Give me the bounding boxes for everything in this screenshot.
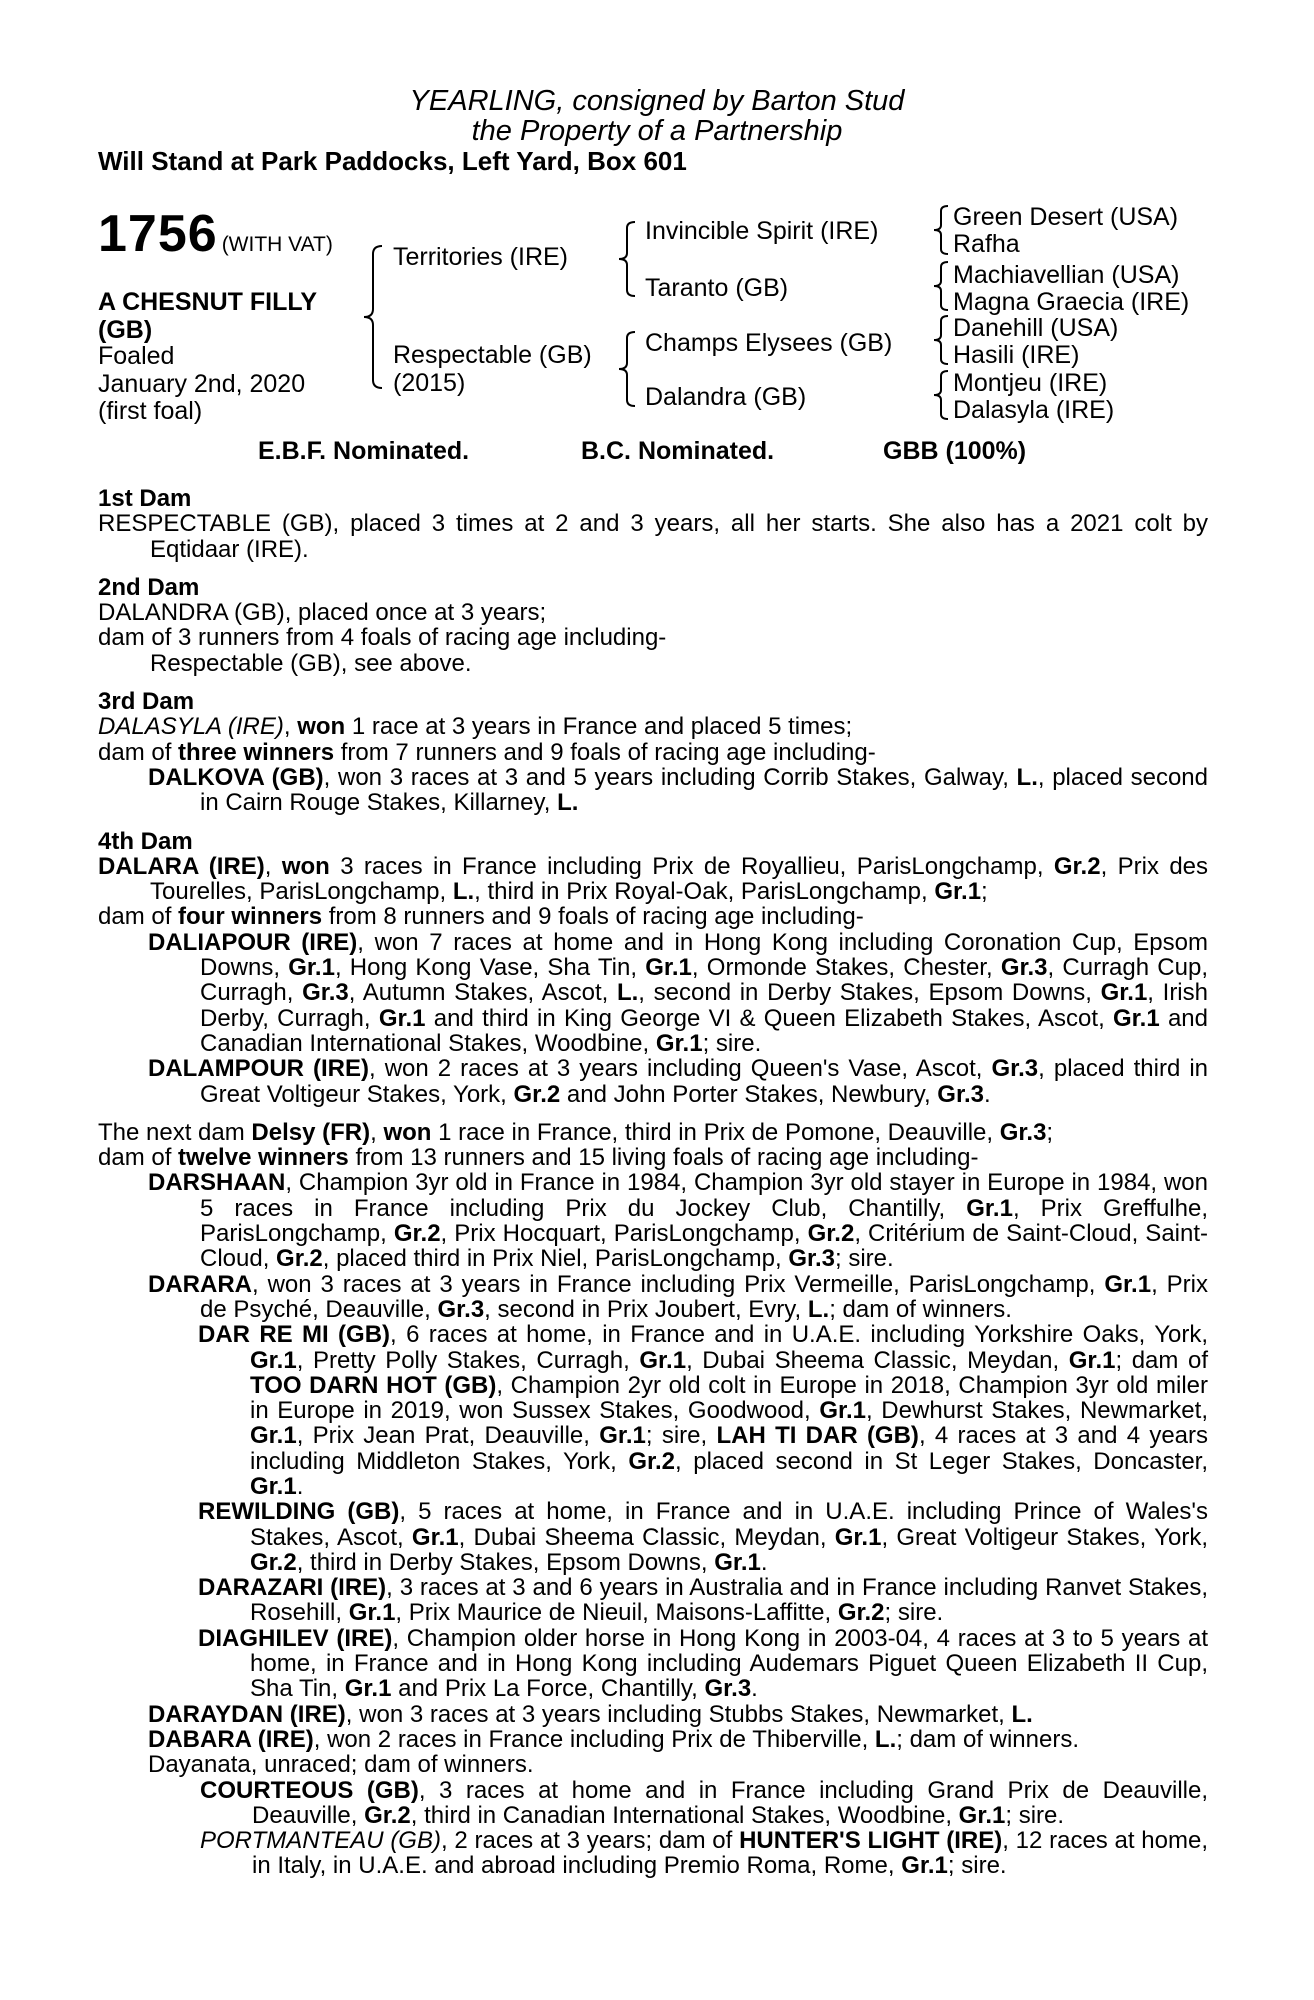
group-badge: Gr.3: [302, 979, 349, 1007]
group-badge: Gr.1: [250, 1346, 297, 1374]
race-record: and third in King George VI & Queen Elizabeth Stakes, Ascot,: [425, 1004, 1113, 1032]
pedigree-dds: Montjeu (IRE): [953, 369, 1108, 397]
race-record: , 4 races at 3 and 4 years including Middleton Stakes, York,: [250, 1422, 1209, 1475]
progeny-dayanata: Dayanata, unraced; dam of winners.: [148, 1751, 534, 1779]
race-record: 1 race in France, third in Prix de Pomone, Deauville,: [431, 1118, 1000, 1146]
next-dam-produce: [98, 1145, 1208, 1170]
header-venue: Will Stand at Park Paddocks, Left Yard, Box 601: [98, 146, 687, 176]
race-record: , placed third in Prix Niel, ParisLongchamp,: [322, 1245, 789, 1273]
group-badge: Gr.1: [1113, 1004, 1160, 1032]
race-record: , Dubai Sheema Classic, Meydan,: [686, 1346, 1069, 1374]
race-record: , 2 races at 3 years; dam of: [440, 1827, 740, 1855]
listed-badge: L.: [874, 1725, 897, 1753]
progeny-dabara: [98, 1727, 1208, 1752]
race-record: , third in Derby Stakes, Epsom Downs,: [296, 1548, 715, 1576]
race-record: , won 2 races at 3 years including Queen's Vase, Ascot,: [369, 1055, 992, 1083]
horse-name: COURTEOUS (GB): [200, 1776, 419, 1804]
race-record: ; dam of winners.: [896, 1725, 1079, 1753]
progeny-darara: [98, 1272, 1208, 1323]
pedigree-sds: Machiavellian (USA): [953, 261, 1180, 289]
horse-name: REWILDING (GB): [198, 1498, 400, 1526]
pedigree-brace-ss: [930, 204, 952, 256]
race-record: , third in Canadian International Stakes, Woodbine,: [410, 1801, 959, 1829]
group-badge: Gr.2: [807, 1220, 855, 1248]
group-badge: Gr.2: [393, 1220, 441, 1248]
next-dam-intro: The next dam: [98, 1118, 252, 1146]
race-record: ; sire,: [645, 1422, 717, 1450]
group-badge: Gr.1: [645, 954, 692, 982]
group-badge: Gr.2: [837, 1599, 885, 1627]
race-record: .: [296, 1472, 304, 1500]
group-badge: Gr.3: [704, 1675, 752, 1703]
race-record: and Canadian International Stakes, Woodbine,: [200, 1004, 1209, 1057]
race-record: .: [984, 1080, 991, 1108]
race-record: ; sire.: [835, 1245, 894, 1273]
progeny-courteous: [98, 1778, 1208, 1829]
horse-name: DALKOVA (GB): [148, 763, 324, 791]
pedigree-dam-sire: Champs Elysees (GB): [645, 329, 893, 357]
race-record: and John Porter Stakes, Newbury,: [560, 1080, 938, 1108]
group-badge: Gr.2: [250, 1548, 297, 1576]
race-record: , Hong Kong Vase, Sha Tin,: [334, 954, 646, 982]
third-dam-heading: 3rd Dam: [98, 688, 195, 716]
race-record: ; sire.: [947, 1852, 1007, 1880]
pedigree-dam-dam: Dalandra (GB): [645, 383, 807, 411]
group-badge: Gr.3: [437, 1295, 485, 1323]
horse-name: DALAMPOUR (IRE): [148, 1055, 370, 1083]
third-dam-line1: DALASYLA (IRE), won 1 race at 3 years in France and placed 5 times;: [98, 713, 853, 741]
group-badge: Gr.1: [599, 1422, 646, 1450]
race-record: , Prix des Tourelles, ParisLongchamp,: [150, 852, 1209, 906]
fourth-dam-produce: [98, 904, 1208, 929]
race-record: , 3 races at home and in France including Grand Prix de Deauville, Deauville,: [252, 1776, 1208, 1829]
pedigree-dam-year: (2015): [393, 369, 466, 397]
race-record: , won 7 races at home and in Hong Kong including Coronation Cup, Epsom Downs,: [200, 928, 1208, 982]
fourth-dam-record: DALARA (IRE), won 3 races in France including Prix de Royallieu, ParisLongchamp, Gr.2, Prix des Tourelles, ParisLongchamp, L., third in Prix Royal-Oak, ParisLongchamp, Gr.1;: [98, 852, 1209, 906]
race-record: , 5 races at home, in France and in U.A.E. including Prince of Wales's Stakes, Ascot,: [250, 1498, 1208, 1551]
race-record: , won 3 races at 3 and 5 years including Corrib Stakes, Galway,: [323, 763, 1017, 791]
race-record: , 6 races at home, in France and in U.A.E. including Yorkshire Oaks, York,: [390, 1321, 1209, 1349]
winners-count: four winners: [178, 903, 323, 931]
race-record: , placed second in Cairn Rouge Stakes, Killarney,: [200, 763, 1208, 817]
race-record: , Dubai Sheema Classic, Meydan,: [458, 1523, 835, 1551]
race-record: ;: [1046, 1118, 1054, 1146]
lot-number-block: [98, 204, 333, 264]
group-badge: Gr.3: [999, 1118, 1047, 1146]
progeny-daraydan: [98, 1702, 1208, 1727]
listed-badge: L.: [807, 1295, 830, 1323]
race-record: , won 2 races in France including Prix de Thiberville,: [313, 1725, 875, 1753]
third-dam-dam-of: dam of: [98, 738, 179, 766]
progeny-dalampour: [98, 1056, 1208, 1107]
horse-name: DARAYDAN (IRE): [148, 1700, 346, 1728]
progeny-dalkova: [98, 765, 1208, 816]
pedigree-sire: Territories (IRE): [393, 243, 569, 271]
group-badge: Gr.1: [958, 1801, 1006, 1829]
header-consignor: YEARLING, consigned by Barton Stud: [409, 85, 905, 117]
ebf-nomination: E.B.F. Nominated.: [258, 437, 470, 465]
race-record: , Prix de Psyché, Deauville,: [200, 1270, 1209, 1323]
group-badge: Gr.1: [1068, 1346, 1116, 1374]
group-badge: Gr.1: [250, 1472, 297, 1500]
pedigree-dsd: Hasili (IRE): [953, 341, 1080, 369]
race-record: 3 races in France including Prix de Royallieu, ParisLongchamp,: [329, 852, 1054, 880]
group-badge: Gr.1: [378, 1004, 426, 1032]
second-dam-line2: dam of 3 runners from 4 foals of racing age including-: [98, 624, 667, 652]
pedigree-brace-sd: [930, 260, 952, 312]
horse-name: DIAGHILEV (IRE): [198, 1624, 393, 1652]
race-record: , Irish Derby, Curragh,: [200, 979, 1208, 1032]
first-dam-heading: 1st Dam: [98, 485, 192, 512]
race-record: , placed second in St Leger Stakes, Doncaster,: [675, 1447, 1208, 1475]
first-dam-text: RESPECTABLE (GB), placed 3 times at 2 and 3 years, all her starts. She also has a 2021 colt by Eqtidaar (IRE).: [98, 510, 1208, 563]
third-dam-winners: three winners: [178, 738, 335, 766]
second-dam-heading: 2nd Dam: [98, 573, 200, 601]
pedigree-sdd: Magna Graecia (IRE): [953, 288, 1190, 316]
pedigree-dam: Respectable (GB): [393, 341, 592, 369]
listed-badge: L.: [1016, 763, 1038, 791]
race-record: , Prix Greffulhe, ParisLongchamp,: [200, 1194, 1208, 1248]
group-badge: Gr.2: [628, 1447, 676, 1475]
group-badge: Gr.1: [934, 878, 982, 906]
horse-name: DARARA: [148, 1270, 252, 1298]
dam-of: dam of: [98, 1144, 179, 1172]
progeny-dar-re-mi: [98, 1322, 1208, 1499]
horse-name: HUNTER'S LIGHT (IRE): [739, 1827, 1003, 1855]
progeny-rewilding: [98, 1499, 1208, 1575]
group-badge: Gr.1: [1100, 979, 1148, 1007]
pedigree-ssd: Rafha: [953, 230, 1020, 258]
race-record: , Champion 2yr old colt in Europe in 2018, Champion 3yr old miler in Europe in 2019, won Sussex Stakes, Goodwood,: [250, 1371, 1208, 1425]
group-badge: Gr.1: [348, 1599, 396, 1627]
group-badge: Gr.3: [788, 1245, 836, 1273]
third-dam-record: 1 race at 3 years in France and placed 5 times;: [345, 713, 853, 741]
race-record: , Dewhurst Stakes, Newmarket,: [866, 1397, 1208, 1425]
progeny-daliapour: [98, 930, 1208, 1056]
race-record: .: [760, 1548, 768, 1576]
race-record: , won 3 races at 3 years including Stubbs Stakes, Newmarket,: [345, 1700, 1012, 1728]
race-record: , Ormonde Stakes, Chester,: [691, 954, 1001, 982]
lot-number: 1756: [98, 205, 218, 263]
won-label: won: [281, 852, 330, 880]
group-badge: Gr.2: [513, 1080, 561, 1108]
group-badge: Gr.1: [344, 1675, 392, 1703]
race-record: and Prix La Force, Chantilly,: [391, 1675, 705, 1703]
pedigree-sire-sire: Invincible Spirit (IRE): [645, 217, 879, 245]
horse-name: DARAZARI (IRE): [198, 1574, 387, 1602]
race-record: , 12 races at home, in Italy, in U.A.E. and abroad including Premio Roma, Rome,: [252, 1827, 1208, 1880]
race-record: ; sire.: [702, 1029, 762, 1057]
race-record: , Champion 3yr old in France in 1984, Champion 3yr old stayer in Europe in 1984, won 5 races in France including Prix du Jockey Club, Chantilly,: [200, 1169, 1208, 1222]
horse-name: PORTMANTEAU (GB): [200, 1827, 441, 1855]
race-record: , Prix Hocquart, ParisLongchamp,: [440, 1220, 808, 1248]
runners-count: from 13 runners and 15 living foals of racing age including-: [348, 1144, 979, 1172]
dam-of: dam of: [98, 903, 179, 931]
won-label: won: [383, 1118, 432, 1146]
race-record: , second in Prix Joubert, Evry,: [484, 1295, 808, 1323]
race-record: , Great Voltigeur Stakes, York,: [881, 1523, 1208, 1551]
pedigree-brace-dam: [615, 330, 639, 408]
horse-name: DALARA (IRE): [98, 852, 265, 880]
race-record: , Champion older horse in Hong Kong in 2003-04, 4 races at 3 to 5 years at home, in France and in Hong Kong including Audemars Piguet Queen Elizabeth II Cup, Sha Tin,: [250, 1624, 1208, 1703]
race-record: , third in Prix Royal-Oak, ParisLongchamp,: [474, 878, 935, 906]
race-record: ; dam of: [1115, 1346, 1208, 1374]
race-record: , Curragh Cup, Curragh,: [200, 954, 1208, 1007]
group-badge: Gr.2: [276, 1245, 323, 1273]
horse-name: DALIAPOUR (IRE): [148, 928, 358, 956]
race-record: , Autumn Stakes, Ascot,: [348, 979, 617, 1007]
group-badge: Gr.1: [411, 1523, 459, 1551]
group-badge: Gr.3: [1000, 954, 1048, 982]
progeny-diaghilev: [98, 1626, 1208, 1702]
catalogue-body: [98, 486, 1208, 1879]
group-badge: Gr.3: [937, 1080, 984, 1108]
race-record: , Pretty Polly Stakes, Curragh,: [296, 1346, 640, 1374]
group-badge: Gr.2: [364, 1801, 411, 1829]
runners-count: from 8 runners and 9 foals of racing age including-: [322, 903, 864, 931]
third-dam-line2: [98, 740, 1208, 765]
pedigree-brace-dd: [930, 369, 952, 421]
separator: ,: [370, 1118, 384, 1146]
foaled-date: January 2nd, 2020: [98, 370, 306, 398]
race-record: .: [751, 1675, 758, 1703]
horse-name: Delsy (FR): [251, 1118, 371, 1146]
pedigree-brace-gen1: [360, 244, 386, 390]
fourth-dam-heading: 4th Dam: [98, 827, 193, 855]
race-record: , Critérium de Saint-Cloud, Saint-Cloud,: [200, 1220, 1209, 1273]
progeny-darazari: [98, 1575, 1208, 1626]
group-badge: Gr.1: [714, 1548, 761, 1576]
horse-name: DABARA (IRE): [148, 1725, 314, 1753]
listed-badge: L.: [452, 878, 475, 906]
progeny-portmanteau: [98, 1828, 1208, 1879]
group-badge: Gr.1: [655, 1029, 703, 1057]
pedigree-brace-sire: [615, 220, 639, 298]
race-record: , won 3 races at 3 years in France including Prix Vermeille, ParisLongchamp,: [252, 1270, 1105, 1298]
next-dam-record: [98, 1120, 1208, 1145]
third-dam-won: won: [297, 713, 346, 741]
group-badge: Gr.1: [966, 1194, 1013, 1222]
lot-description-country: (GB): [98, 316, 153, 344]
second-dam-line3: Respectable (GB), see above.: [150, 649, 472, 677]
race-record: ; sire.: [884, 1599, 944, 1627]
header-property: the Property of a Partnership: [471, 115, 843, 147]
listed-badge: L.: [616, 979, 639, 1007]
horse-name: TOO DARN HOT (GB): [250, 1371, 497, 1399]
race-record: ; dam of winners.: [829, 1295, 1012, 1323]
listed-badge: L.: [1011, 1700, 1033, 1728]
race-record: , 3 races at 3 and 6 years in Australia and in France including Ranvet Stakes, Rosehill,: [250, 1574, 1208, 1627]
progeny-darshaan: [98, 1170, 1208, 1271]
winners-count: twelve winners: [178, 1144, 349, 1172]
pedigree-dss: Danehill (USA): [953, 314, 1119, 342]
horse-name: DARSHAAN: [148, 1169, 286, 1197]
lot-description: A CHESNUT FILLY: [98, 288, 317, 316]
pedigree-sss: Green Desert (USA): [953, 203, 1179, 231]
group-badge: Gr.3: [991, 1055, 1039, 1083]
race-record: , second in Derby Stakes, Epsom Downs,: [638, 979, 1101, 1007]
foaled-label: Foaled: [98, 342, 175, 370]
bc-nomination: B.C. Nominated.: [581, 437, 775, 465]
horse-name: DAR RE MI (GB): [198, 1321, 391, 1349]
group-badge: Gr.1: [834, 1523, 882, 1551]
pedigree-ddd: Dalasyla (IRE): [953, 396, 1115, 424]
gbb-rating: GBB (100%): [883, 437, 1027, 465]
group-badge: Gr.2: [1053, 852, 1101, 880]
listed-badge: L.: [557, 789, 579, 817]
foaled-note: (first foal): [98, 397, 203, 425]
group-badge: Gr.1: [639, 1346, 687, 1374]
race-record: , placed third in Great Voltigeur Stakes, York,: [200, 1055, 1208, 1108]
group-badge: Gr.1: [819, 1397, 867, 1425]
pedigree-sire-dam: Taranto (GB): [645, 274, 789, 302]
race-record: ;: [981, 878, 988, 906]
group-badge: Gr.1: [250, 1422, 297, 1450]
third-dam-runners: from 7 runners and 9 foals of racing age including-: [334, 738, 876, 766]
race-record: , Prix Jean Prat, Deauville,: [296, 1422, 600, 1450]
horse-name: LAH TI DAR (GB): [716, 1422, 919, 1450]
group-badge: Gr.1: [288, 954, 335, 982]
third-dam-name: DALASYLA (IRE): [98, 713, 284, 741]
race-record: , Prix Maurice de Nieuil, Maisons-Laffitte,: [395, 1599, 838, 1627]
lot-vat: (WITH VAT): [221, 233, 333, 256]
group-badge: Gr.1: [901, 1852, 948, 1880]
race-record: ; sire.: [1005, 1801, 1065, 1829]
second-dam-line1: DALANDRA (GB), placed once at 3 years;: [98, 599, 547, 627]
group-badge: Gr.1: [1104, 1270, 1152, 1298]
pedigree-brace-ds: [930, 314, 952, 366]
